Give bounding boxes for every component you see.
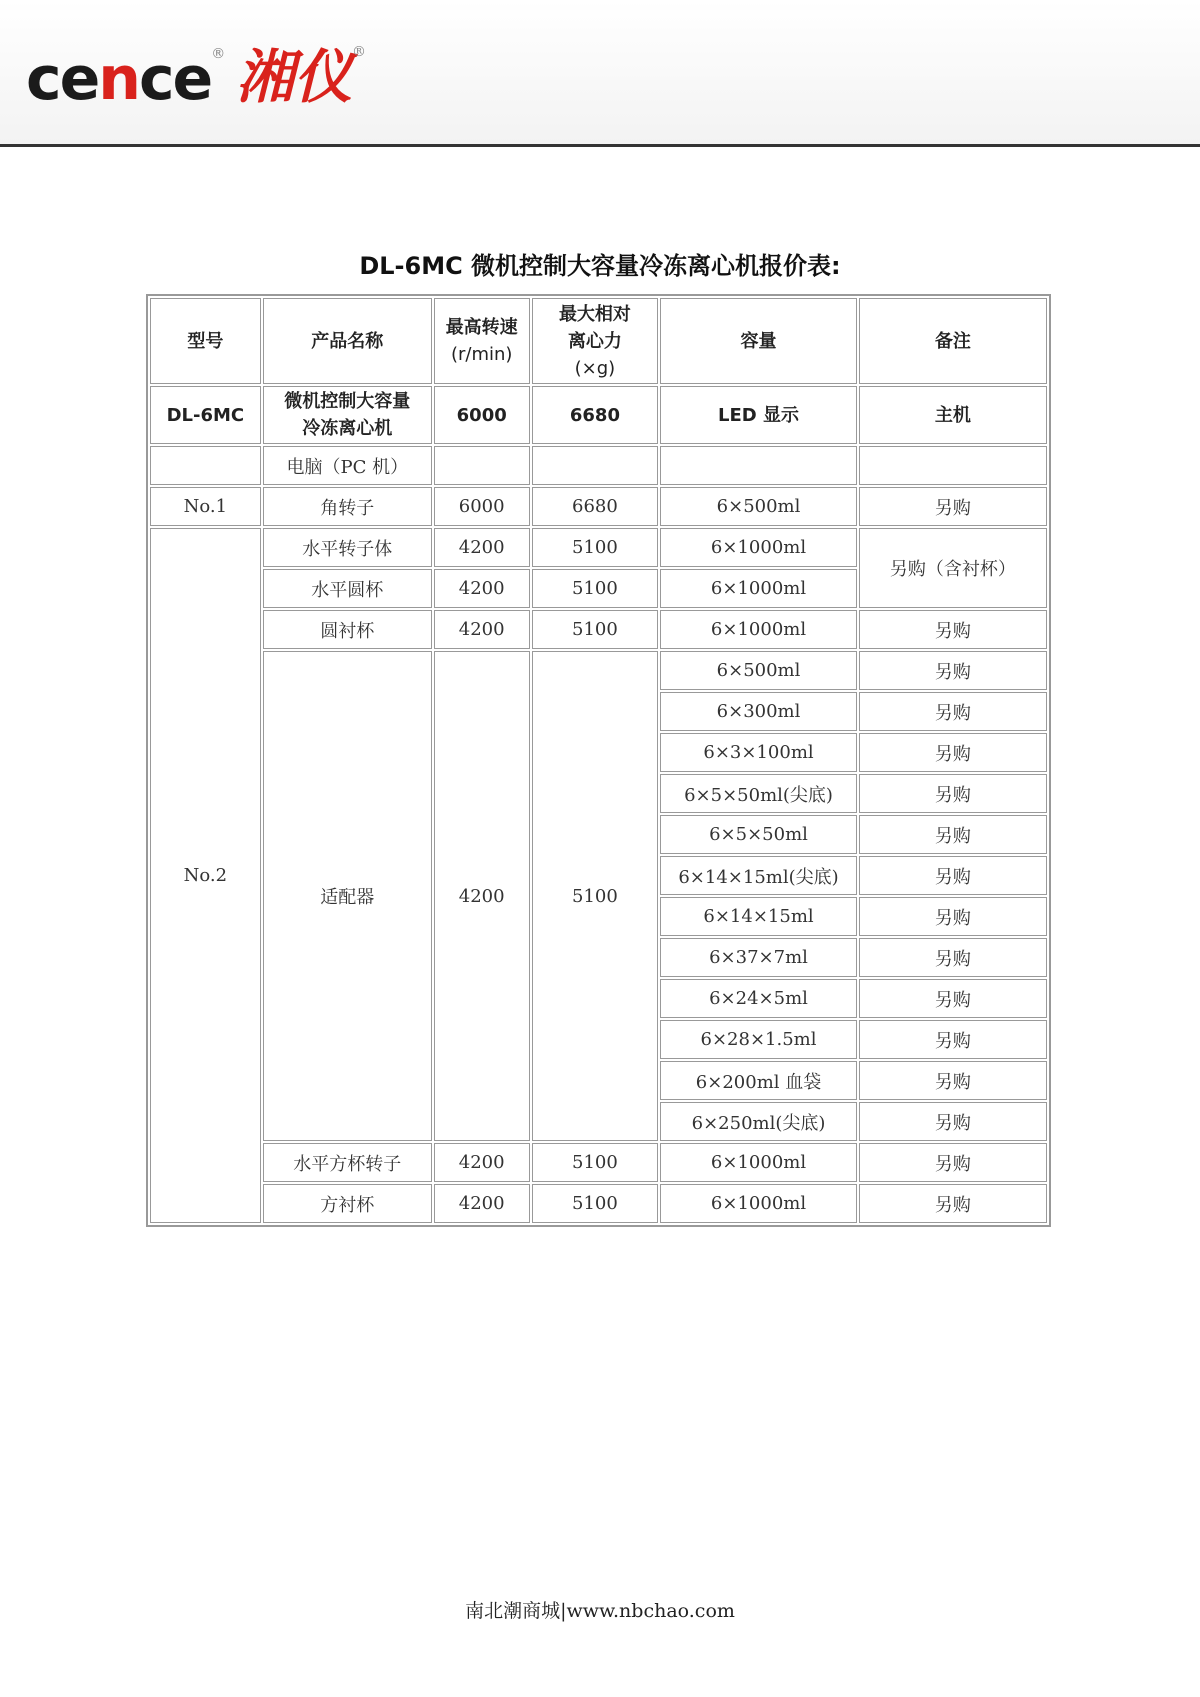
cell-force: 5100 (532, 610, 659, 649)
cell-force: 6680 (532, 386, 659, 444)
table-row (150, 487, 1047, 526)
cell-speed: 4200 (434, 610, 530, 649)
table-row (150, 1143, 1047, 1182)
header-capacity: 容量 (660, 298, 856, 384)
cell-note: 另购（含衬杯） (859, 528, 1047, 608)
cell-speed: 6000 (434, 487, 530, 526)
cell-capacity: 6×3×100ml (660, 733, 856, 772)
cell-name: 水平转子体 (263, 528, 432, 567)
cell-name: 角转子 (263, 487, 432, 526)
cell-force: 5100 (532, 528, 659, 567)
table-row (150, 528, 1047, 567)
table-row (150, 610, 1047, 649)
cell-speed: 6000 (434, 386, 530, 444)
cell-capacity: 6×250ml(尖底) (660, 1102, 856, 1141)
page-header (0, 0, 1200, 147)
cell-capacity: 6×14×15ml (660, 897, 856, 936)
cell-speed: 4200 (434, 569, 530, 608)
table-row (150, 651, 1047, 690)
cell-note: 另购 (859, 1061, 1047, 1100)
cell-force (532, 446, 659, 485)
cell-note: 另购 (859, 610, 1047, 649)
cell-capacity: LED 显示 (660, 386, 856, 444)
cell-note: 另购 (859, 1020, 1047, 1059)
cell-capacity: 6×14×15ml(尖底) (660, 856, 856, 895)
cell-name: 圆衬杯 (263, 610, 432, 649)
cell-force: 5100 (532, 1143, 659, 1182)
cell-name: 微机控制大容量 冷冻离心机 (263, 386, 432, 444)
cell-capacity: 6×1000ml (660, 1184, 856, 1223)
cell-name: 适配器 (263, 651, 432, 1141)
cell-note: 另购 (859, 733, 1047, 772)
cell-name: 电脑（PC 机） (263, 446, 432, 485)
cell-capacity: 6×5×50ml (660, 815, 856, 854)
cell-force: 5100 (532, 569, 659, 608)
table-row (150, 386, 1047, 444)
cell-note: 另购 (859, 1184, 1047, 1223)
table-row (150, 1184, 1047, 1223)
cell-force: 6680 (532, 487, 659, 526)
cell-capacity: 6×500ml (660, 487, 856, 526)
cell-note: 另购 (859, 692, 1047, 731)
cell-note: 另购 (859, 1102, 1047, 1141)
price-table (146, 294, 1051, 1227)
header-speed: 最高转速 (r/min) (434, 298, 530, 384)
cell-speed: 4200 (434, 651, 530, 1141)
cell-speed: 4200 (434, 1143, 530, 1182)
cell-name: 水平圆杯 (263, 569, 432, 608)
cell-capacity: 6×1000ml (660, 528, 856, 567)
cell-note: 另购 (859, 774, 1047, 813)
cell-speed: 4200 (434, 528, 530, 567)
header-model: 型号 (150, 298, 261, 384)
cell-note: 另购 (859, 938, 1047, 977)
cell-speed (434, 446, 530, 485)
cell-note: 另购 (859, 487, 1047, 526)
cell-capacity: 6×5×50ml(尖底) (660, 774, 856, 813)
cell-capacity: 6×24×5ml (660, 979, 856, 1018)
cell-speed: 4200 (434, 1184, 530, 1223)
cell-note: 另购 (859, 815, 1047, 854)
cell-model: No.2 (150, 528, 261, 1223)
cell-capacity (660, 446, 856, 485)
cell-capacity: 6×300ml (660, 692, 856, 731)
cell-capacity: 6×28×1.5ml (660, 1020, 856, 1059)
cell-capacity: 6×200ml 血袋 (660, 1061, 856, 1100)
logo-text-cn: 湘仪® (236, 43, 367, 111)
cell-note: 另购 (859, 979, 1047, 1018)
cell-note: 主机 (859, 386, 1047, 444)
cell-name: 方衬杯 (263, 1184, 432, 1223)
cell-note: 另购 (859, 897, 1047, 936)
cell-capacity: 6×1000ml (660, 1143, 856, 1182)
cell-note (859, 446, 1047, 485)
header-force: 最大相对 离心力 (×g) (532, 298, 659, 384)
header-name: 产品名称 (263, 298, 432, 384)
cell-name: 水平方杯转子 (263, 1143, 432, 1182)
table-header-row (150, 298, 1047, 384)
cell-note: 另购 (859, 1143, 1047, 1182)
header-note: 备注 (859, 298, 1047, 384)
cell-model (150, 446, 261, 485)
cell-model: DL-6MC (150, 386, 261, 444)
cell-note: 另购 (859, 856, 1047, 895)
cell-force: 5100 (532, 651, 659, 1141)
cell-capacity: 6×500ml (660, 651, 856, 690)
cell-model: No.1 (150, 487, 261, 526)
cell-capacity: 6×37×7ml (660, 938, 856, 977)
cell-capacity: 6×1000ml (660, 569, 856, 608)
logo-text-en: cence® (26, 44, 224, 114)
cell-note: 另购 (859, 651, 1047, 690)
cell-capacity: 6×1000ml (660, 610, 856, 649)
table-row (150, 446, 1047, 485)
page-title: DL-6MC 微机控制大容量冷冻离心机报价表: (359, 252, 841, 280)
footer-text: 南北潮商城|www.nbchao.com (465, 1600, 735, 1622)
cell-force: 5100 (532, 1184, 659, 1223)
